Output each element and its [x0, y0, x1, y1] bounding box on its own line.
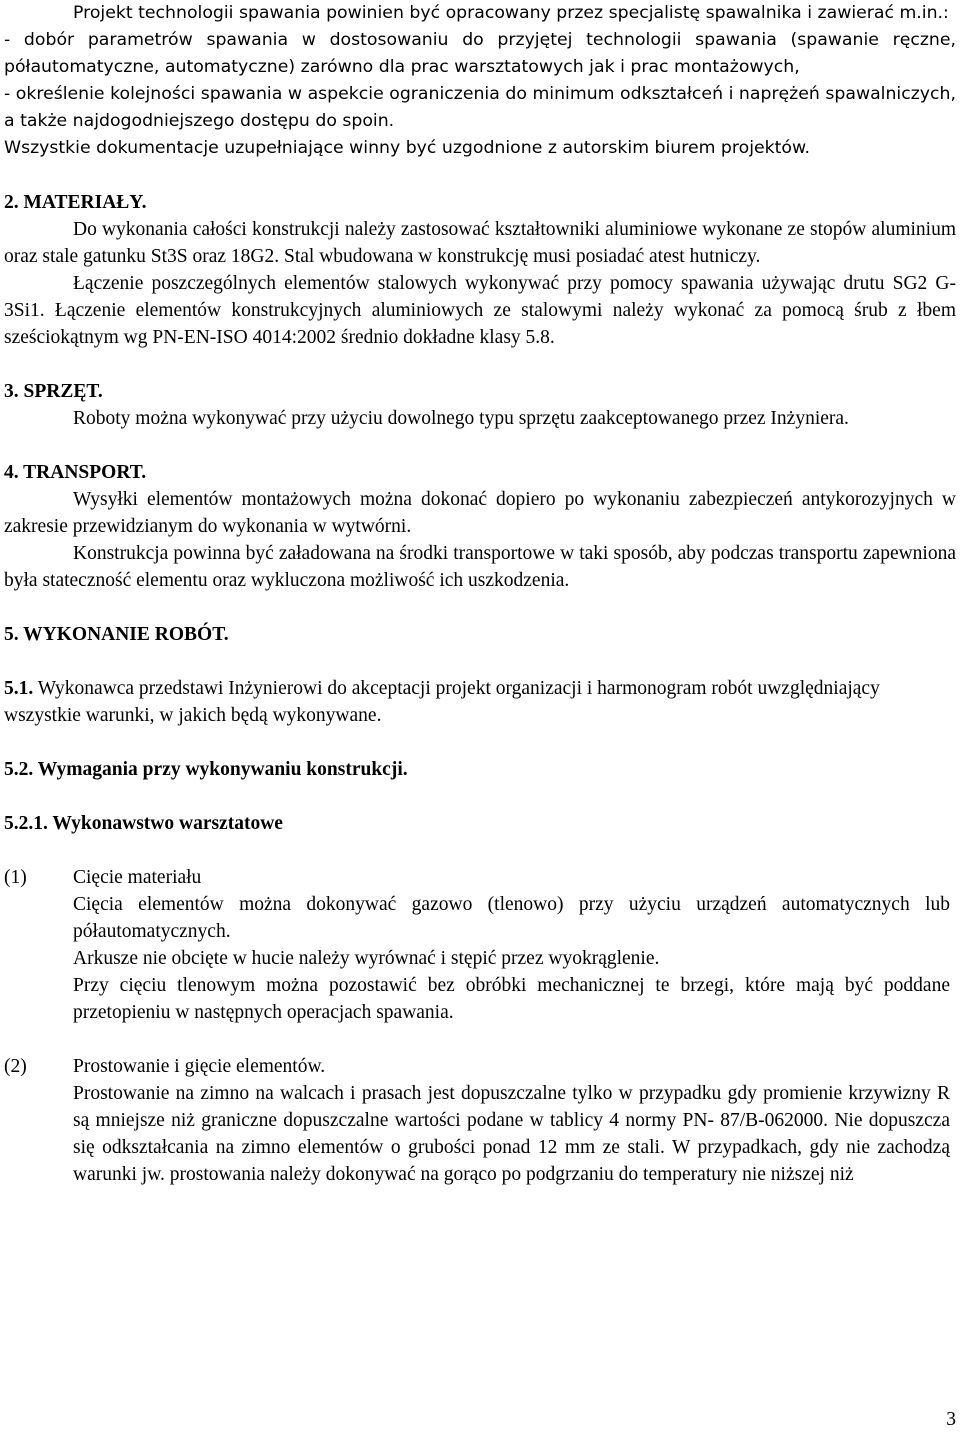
- list-item-text: Arkusze nie obcięte w hucie należy wyrównać i stępić przez wyokrąglenie.: [73, 948, 660, 969]
- spacer: [4, 432, 956, 459]
- subsection-5-1-number: 5.1.: [4, 678, 34, 699]
- intro-note: Wszystkie dokumentacje uzupełniające winny być uzgodnione z autorskim biurem projektów.: [4, 138, 811, 158]
- intro-item-sequence: - określenie kolejności spawania w aspekcie ograniczenia do minimum odkształceń i naprężeń spawalniczych, a także najdogodniejszego dostępu do spoin.: [4, 84, 956, 131]
- list-item-text: Prostowanie na zimno na walcach i prasach jest dopuszczalne tylko w przypadku gdy promienie krzywizny R są mniejsze niż graniczne dopuszczalne wartości podane w tablicy 4 normy PN- 87/B-062000. Nie dopuszcza się odkształcania na zimno elementów o grubości ponad 12 mm ze stali. W przypadkach, gdy nie zachodzą warunki jw. prostowania należy dokonywać na gorąco po podgrzaniu do temperatury nie niższej niż: [73, 1083, 950, 1185]
- list-item-title: Cięcie materiału: [73, 867, 202, 888]
- subsection-5-1-text: Wykonawca przedstawi Inżynierowi do akceptacji projekt organizacji i harmonogram robót uwzględniający wszystkie warunki, w jakich będą wykonywane.: [4, 678, 880, 726]
- section-heading-execution: 5. WYKONANIE ROBÓT.: [4, 624, 229, 645]
- section-heading-materials: 2. MATERIAŁY.: [4, 192, 147, 213]
- transport-paragraph-1: Wysyłki elementów montażowych można dokonać dopiero po wykonaniu zabezpieczeń antykorozyjnych w zakresie przewidzianym do wykonania w wytwórni.: [4, 489, 956, 537]
- spacer: [4, 648, 956, 675]
- spacer: [4, 729, 956, 756]
- list-item-number: (2): [4, 1056, 27, 1077]
- spacer: [4, 594, 956, 621]
- spacer: [4, 162, 956, 189]
- spacer: [4, 837, 956, 864]
- intro-paragraph: Projekt technologii spawania powinien być opracowany przez specjalistę spawalnika i zawierać m.in.:: [73, 3, 949, 23]
- materials-paragraph-2: Łączenie poszczególnych elementów stalowych wykonywać przy pomocy spawania używając drutu SG2 G-3Si1. Łączenie elementów konstrukcyjnych aluminiowych ze stalowymi należy wykonać za pomocą śrub z łbem sześciokątnym wg PN-EN-ISO 4014:2002 średnio dokładne klasy 5.8.: [4, 273, 956, 348]
- list-item-number: (1): [4, 867, 27, 888]
- page-number: 3: [946, 1409, 956, 1430]
- list-item-text: Przy cięciu tlenowym można pozostawić bez obróbki mechanicznej te brzegi, które mają być poddane przetopieniu w następnych operacjach spawania.: [73, 975, 950, 1023]
- subsection-5-1: [4, 675, 956, 729]
- spacer: [4, 783, 956, 810]
- subsection-heading-5-2: 5.2. Wymagania przy wykonywaniu konstrukcji.: [4, 759, 408, 780]
- subsection-heading-5-2-1: 5.2.1. Wykonawstwo warsztatowe: [4, 813, 283, 834]
- list-item-straightening: [4, 1053, 956, 1188]
- list-item-text: Cięcia elementów można dokonywać gazowo (tlenowo) przy użyciu urządzeń automatycznych lub półautomatycznych.: [73, 894, 950, 942]
- materials-paragraph-1: Do wykonania całości konstrukcji należy zastosować kształtowniki aluminiowe wykonane ze stopów aluminium oraz stale gatunku St3S oraz 18G2. Stal wbudowana w konstrukcję musi posiadać atest hutniczy.: [4, 219, 956, 267]
- transport-paragraph-2: Konstrukcja powinna być załadowana na środki transportowe w taki sposób, aby podczas transportu zapewniona była stateczność elementu oraz wykluczona możliwość ich uszkodzenia.: [4, 543, 956, 591]
- list-item-title: Prostowanie i gięcie elementów.: [73, 1056, 326, 1077]
- document-page: [4, 0, 956, 1188]
- spacer: [4, 351, 956, 378]
- equipment-paragraph: Roboty można wykonywać przy użyciu dowolnego typu sprzętu zaakceptowanego przez Inżyniera.: [73, 408, 849, 429]
- list-item-cutting: [4, 864, 956, 1026]
- spacer: [4, 1026, 956, 1053]
- section-heading-equipment: 3. SPRZĘT.: [4, 381, 103, 402]
- intro-item-parameters: - dobór parametrów spawania w dostosowaniu do przyjętej technologii spawania (spawanie ręczne, półautomatyczne, automatyczne) zarówno dla prac warsztatowych jak i prac montażowych,: [4, 30, 956, 77]
- section-heading-transport: 4. TRANSPORT.: [4, 462, 147, 483]
